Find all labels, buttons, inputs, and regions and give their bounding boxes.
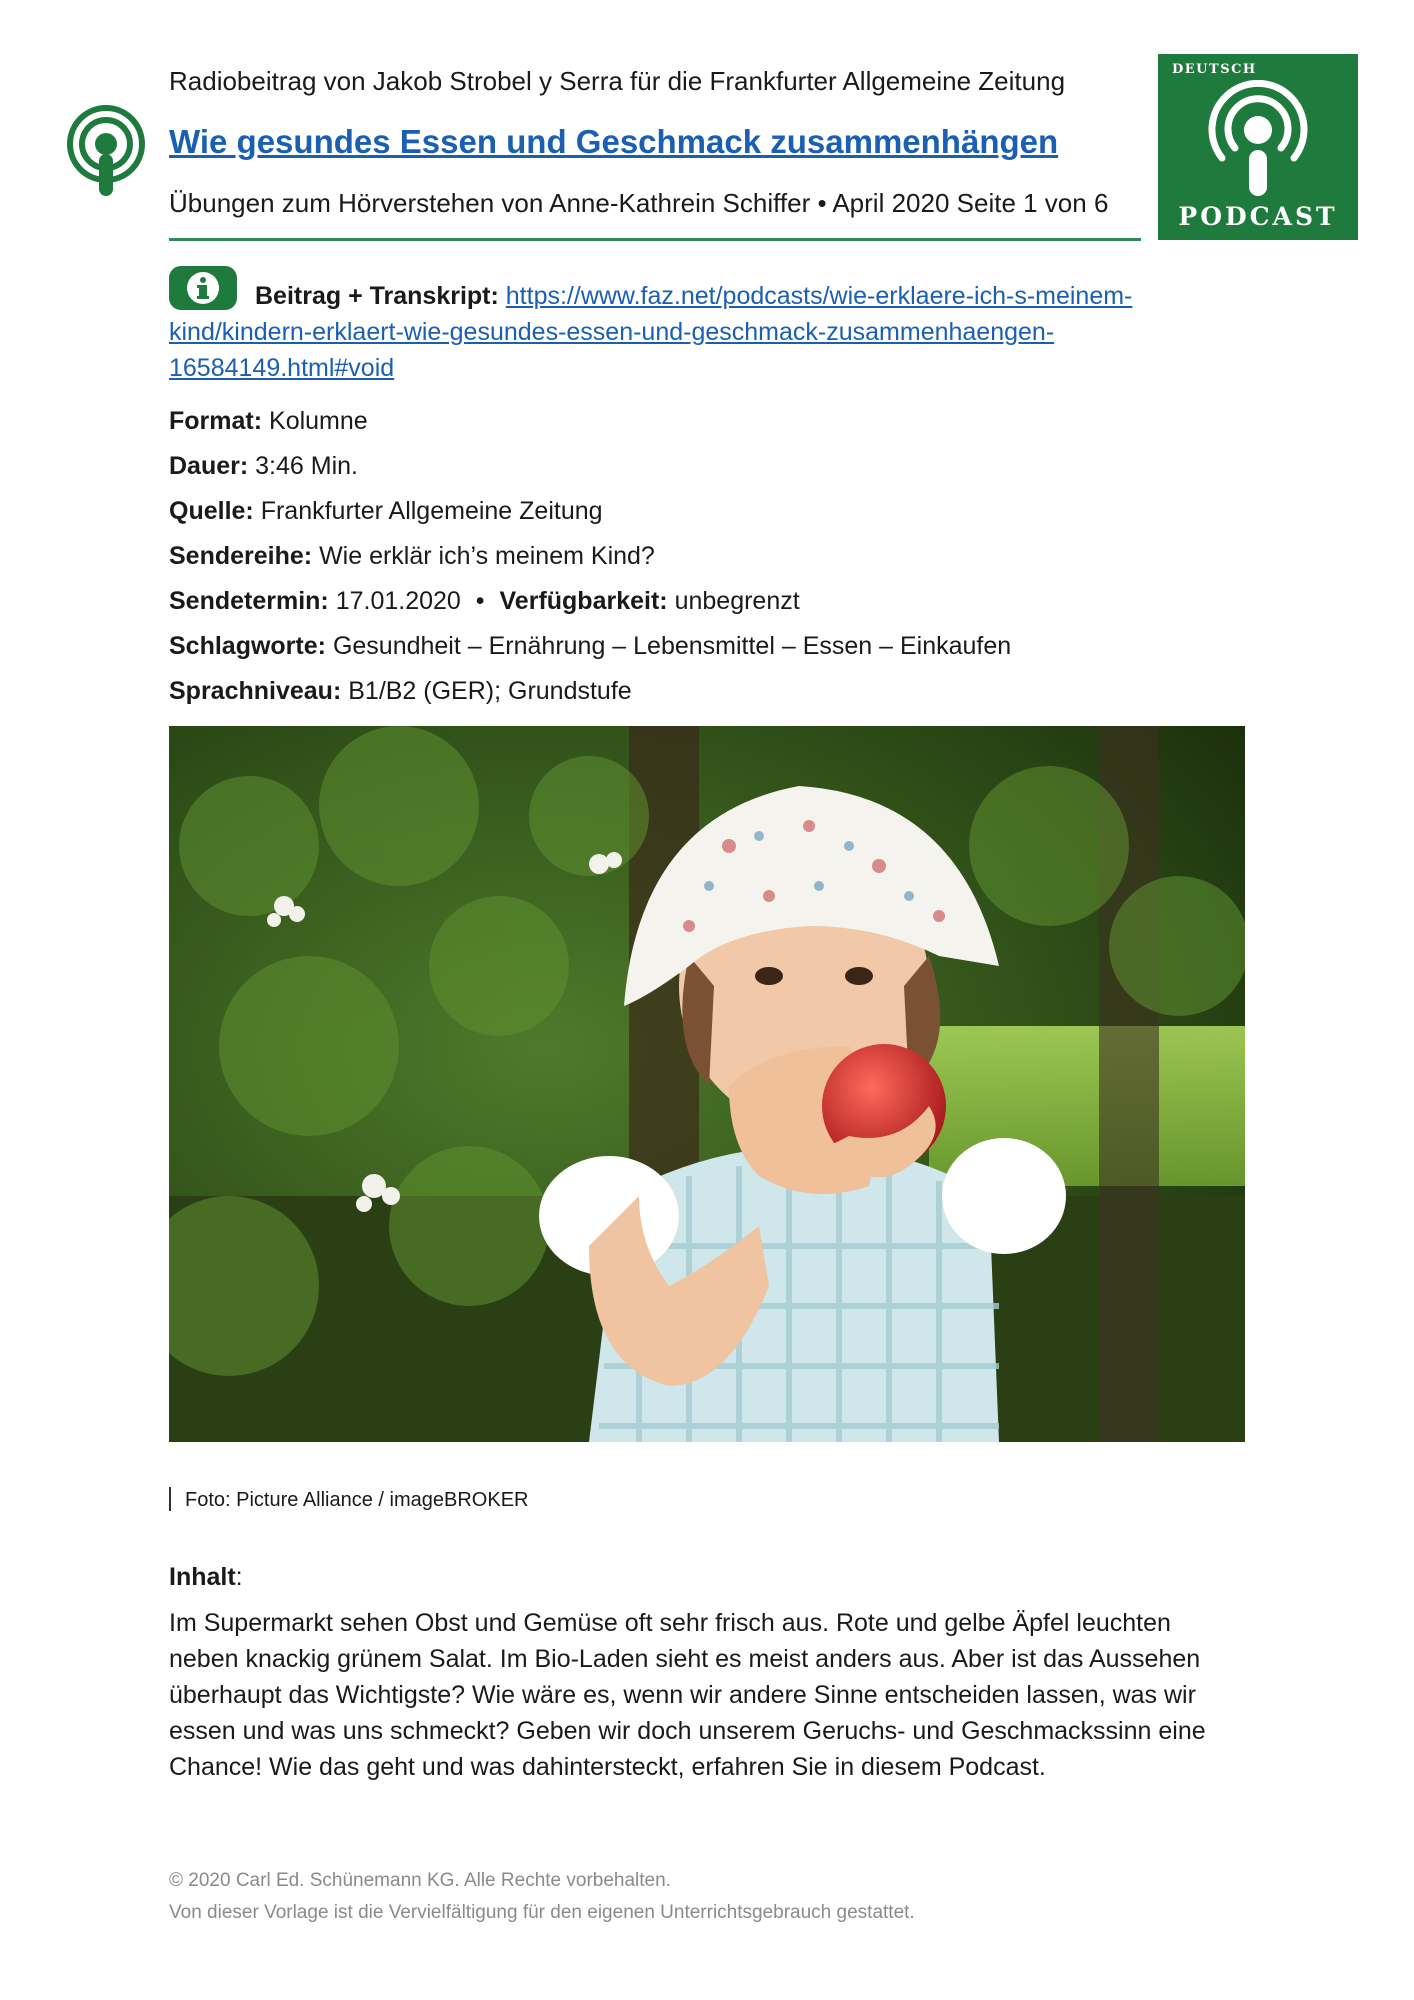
sendereihe-label: Sendereihe: [169, 542, 313, 570]
content-line: Im Supermarkt sehen Obst und Gemüse oft sehr frisch aus. Rote und gelbe Äpfel leuchten [169, 1609, 1171, 1637]
subtitle: Übungen zum Hörverstehen von Anne-Kathrein Schiffer • April 2020 Seite 1 von 6 [169, 188, 1109, 218]
footer-notice: Von dieser Vorlage ist die Vervielfältigung für den eigenen Unterrichtsgebrauch gestattet. [169, 1902, 915, 1923]
logo-top-text: DEUTSCH [1172, 62, 1257, 77]
sprachniveau-row [169, 677, 632, 706]
caption-bar [169, 1487, 171, 1511]
sendereihe-row [169, 542, 655, 571]
header-divider [169, 238, 1141, 241]
content-paragraph [169, 1605, 1269, 1785]
photo-caption [169, 1487, 528, 1512]
dauer-value: 3:46 Min. [255, 452, 358, 480]
sprachniveau-value: B1/B2 (GER); Grundstufe [348, 677, 632, 705]
caption-text: Foto: Picture Alliance / imageBROKER [185, 1489, 529, 1511]
podcast-logo-icon [1204, 80, 1312, 198]
dauer-label: Dauer: [169, 452, 249, 480]
schlagworte-label: Schlagworte: [169, 632, 326, 660]
transcript-link-line-1[interactable]: https://www.faz.net/podcasts/wie-erklaere-ich-s-meinem- [505, 282, 1133, 310]
quelle-value: Frankfurter Allgemeine Zeitung [260, 497, 603, 525]
format-value: Kolumne [269, 407, 368, 435]
sendetermin-value: 17.01.2020 [335, 587, 461, 615]
photo-illustration [169, 726, 1245, 1442]
quelle-label: Quelle: [169, 497, 254, 525]
schlagworte-value: Gesundheit – Ernährung – Lebensmittel – Essen – Einkaufen [332, 632, 1012, 660]
content-line: essen und was uns schmeckt? Geben wir doch unserem Geruchs- und Geschmackssinn eine [169, 1717, 1206, 1745]
sendetermin-label: Sendetermin: [169, 587, 329, 615]
link-label: Beitrag + Transkript: [255, 282, 499, 310]
dauer-row [169, 452, 358, 481]
content-heading-label: Inhalt [169, 1563, 236, 1591]
photo-girl-eating-apple [169, 726, 1245, 1442]
transcript-link-line-2[interactable]: kind/kindern-erklaert-wie-gesundes-essen-und-geschmack-zusammenhaengen- [169, 318, 1055, 346]
content-line: Chance! Wie das geht und was dahintersteckt, erfahren Sie in diesem Podcast. [169, 1753, 1046, 1781]
verfuegbarkeit-label: Verfügbarkeit: [499, 587, 668, 615]
sendereihe-value: Wie erklär ich’s meinem Kind? [319, 542, 655, 570]
quelle-row [169, 497, 603, 526]
content-line: überhaupt das Wichtigste? Wie wäre es, wenn wir andere Sinne entscheiden lassen, was wir [169, 1681, 1196, 1709]
supertitle: Radiobeitrag von Jakob Strobel y Serra für die Frankfurter Allgemeine Zeitung [169, 66, 1066, 96]
footer-copyright: © 2020 Carl Ed. Schünemann KG. Alle Rechte vorbehalten. [169, 1870, 671, 1891]
transcript-link-line-3[interactable]: 16584149.html#void [169, 354, 395, 382]
bullet-separator: • [475, 587, 485, 615]
content-line: neben knackig grünem Salat. Im Bio-Laden sieht es meist anders aus. Aber ist das Aussehen [169, 1645, 1201, 1673]
verfuegbarkeit-value: unbegrenzt [674, 587, 800, 615]
content-heading-colon: : [235, 1563, 243, 1591]
deutsch-podcast-logo [1158, 54, 1358, 240]
sendetermin-row [169, 587, 800, 616]
transcript-link-block [169, 278, 1189, 386]
format-label: Format: [169, 407, 263, 435]
content-heading [169, 1563, 243, 1592]
logo-bottom-text: PODCAST [1178, 202, 1338, 231]
sprachniveau-label: Sprachniveau: [169, 677, 342, 705]
page-title[interactable]: Wie gesundes Essen und Geschmack zusammenhängen [169, 123, 1059, 160]
format-row [169, 407, 368, 436]
podcast-icon [64, 102, 148, 200]
schlagworte-row [169, 632, 1011, 661]
